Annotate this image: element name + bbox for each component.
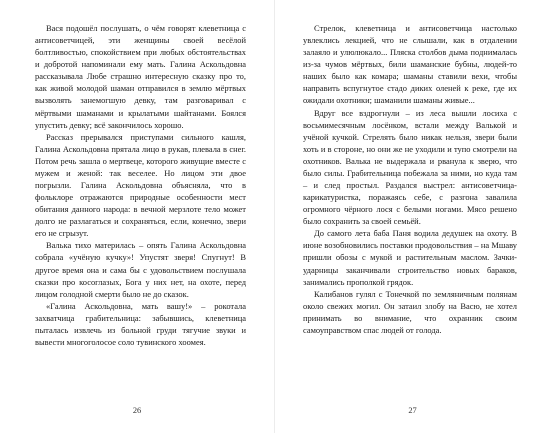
right-page: [275, 0, 550, 433]
page-number: 27: [408, 406, 417, 415]
right-page-text: [303, 22, 517, 336]
paragraph: «Галина Аскольдовна, мать вашу!» – рокотала захватчица грабительница: забывшись, клеветница пыталась извлечь из больной груди тягучие звуки и вывести многоголосое соло тувинского хоомея.: [35, 300, 246, 348]
left-page-text: [35, 22, 246, 348]
paragraph: Вдруг все вздрогнули – из леса вышли лосиха с восьмимесячным лосёнком, встали между Валькой и учёной кучкой. Стрелять было никак нельзя, звери были хоть и в стороне, но они же не уходили и тупо смотрели на охотников. Валька не выдержала и рванула к зверю, что было силы. Грабительница побежала за ними, но куда там – и след простыл. Раздался выстрел: антисоветчица-карикатуристка, поражаясь себе, с разгона завалила огромного чёрного лося с белыми ногами. Мясо решено было сохранить за своей семьёй.: [303, 107, 517, 227]
paragraph: Рассказ прерывался приступами сильного кашля, Галина Аскольдовна прятала лицо в рукав, плевала в снег. Потом речь зашла о мертвеце, которого живущие вместе с мужем и женой: так веселее. Но лицом эти двое погрызли. Галина Аскольдовна объясняла, что в фольклоре отражаются природные особенности мест обитания данного народа: в вечной мерзлоте тело может долго не разлагаться и сохраняться, если, конечно, звери его не сгрызут.: [35, 131, 246, 239]
paragraph: Калибанов гулял с Тонечкой по земляничным полянам около свежих могил. Он затаил злобу на Васю, не хотел принимать во внимание, что охранник своим самоуправством спас людей от голода.: [303, 288, 517, 335]
paragraph: Валька тихо материлась – опять Галина Аскольдовна собрала «учёную кучку»! Упустят зверя! Спугнут! В другое время она и сама бы с удовольствием послушала сказки про косоглазых, Бога у них нет, на охоте, перед лицом голодной смерти было не до сказок.: [35, 240, 246, 299]
paragraph: Стрелок, клеветница и антисоветчица настолько увлеклись лекцией, что не слышали, как в отдалении залаяло и улюлюкало... Пляска столбов дыма поднималась из-за чумов мёртвых, били шаманские бубны, людей-то наших было как комара; шаманы ставили вехи, чтобы направить вспугнутое стадо диких оленей к реке, где их ожидали охотники; шаманили шаманы живые...: [303, 23, 517, 106]
paragraph: Вася подошёл послушать, о чём говорят клеветница с антисоветчицей, эти женщины своей весёлой болтливостью, спокойствием при любых обстоятельствах и добротой напоминали ему мать. Галина Аскольдовна рассказывала Любе страшно интересную сказку про то, как живой молодой шаман отправился в землю мёртвых вызволять занемогшую девку, там разговаривал с мёртвыми шаманами и крылатыми шайтанами. Боялся упустить девку; всё закончилось хорошо.: [35, 23, 246, 130]
paragraph: До самого лета баба Паня водила дедушек на охоту. В июне возобновились поставки продовольствия – на Мшаву пришли обозы с мукой и растительным маслом. Зачки-ударницы заканчивали строительство новых бараков, занимались прополкой грядок.: [303, 228, 517, 287]
page-number: 26: [132, 406, 142, 415]
